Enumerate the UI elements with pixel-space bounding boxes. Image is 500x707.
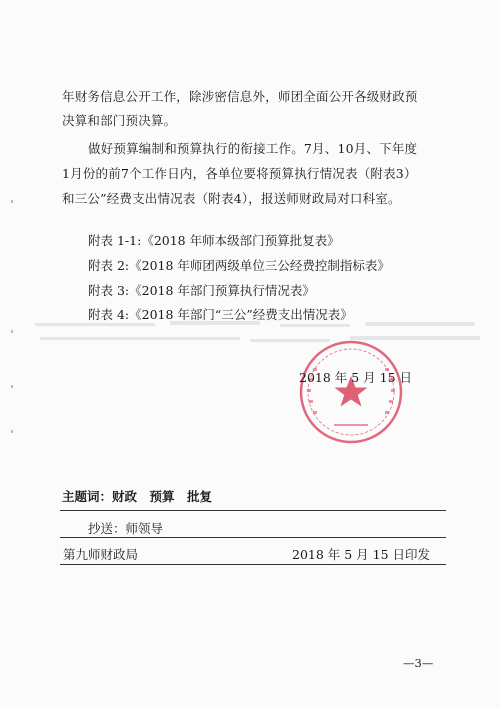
margin-mark: [11, 430, 13, 433]
issue-date: 2018 年 5 月 15 日印发: [292, 547, 431, 562]
cc-line: 抄送：师领导: [88, 521, 164, 536]
footer-divider: [60, 564, 446, 565]
subject-keywords: 主题词：财政 预算 批复: [62, 489, 213, 504]
attachment-item: 附表 1-1:《2018 年师本级部门预算批复表》: [88, 233, 340, 248]
attachment-item: 附表 2:《2018 年师团两级单位三公经费控制指标表》: [88, 258, 390, 273]
footer-divider: [60, 537, 446, 538]
body-line: 1月份的前7个工作日内，各单位要将预算执行情况表（附表3）: [62, 166, 417, 181]
margin-mark: [11, 330, 13, 333]
body-line: 年财务信息公开工作，除涉密信息外，师团全面公开各级财政预: [62, 89, 418, 104]
margin-mark: [11, 200, 13, 203]
page-number: —3—: [403, 656, 434, 670]
body-line: 做好预算编制和预算执行的衔接工作。7月、10月、下年度: [88, 141, 418, 156]
issuer-name: 第九师财政局: [63, 547, 139, 562]
attachment-item: 附表 3:《2018 年部门预算执行情况表》: [88, 283, 315, 298]
official-seal-icon: [289, 334, 419, 446]
footer-divider: [60, 510, 446, 511]
attachment-item: 附表 4:《2018 年部门“三公”经费支出情况表》: [88, 307, 353, 322]
body-line: 决算和部门预决算。: [62, 113, 177, 128]
margin-mark: [11, 385, 13, 388]
signature-date: 2018 年 5 月 15 日: [299, 370, 413, 385]
body-line: 和三公”经费支出情况表（附表4），报送师财政局对口科室。: [62, 191, 401, 206]
